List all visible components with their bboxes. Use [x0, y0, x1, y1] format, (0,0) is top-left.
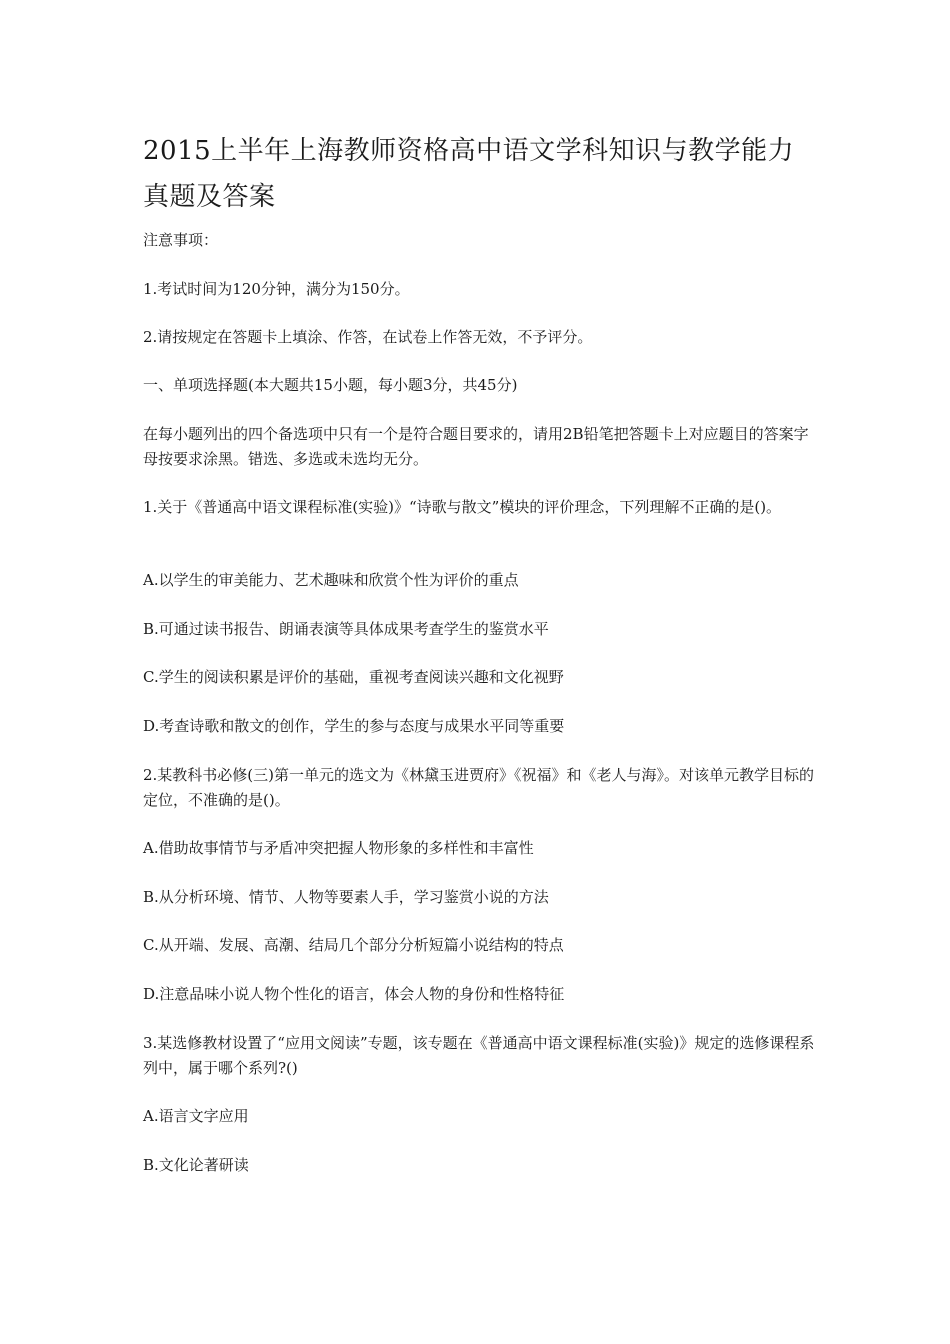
question-2-option-c: C.从开端、发展、高潮、结局几个部分分析短篇小说结构的特点	[143, 936, 564, 954]
question-1-stem: 1.关于《普通高中语文课程标准(实验)》“诗歌与散文”模块的评价理念，下列理解不正确的是()。	[143, 498, 782, 516]
question-1-option-a: A.以学生的审美能力、艺术趣味和欣赏个性为评价的重点	[143, 571, 519, 589]
notice-item-2: 2.请按规定在答题卡上填涂、作答，在试卷上作答无效，不予评分。	[143, 328, 593, 346]
notice-heading: 注意事项：	[143, 231, 219, 249]
question-3-option-b: B.文化论著研读	[143, 1156, 249, 1174]
question-2-stem: 2.某教科书必修(三)第一单元的选文为《林黛玉进贾府》《祝福》和《老人与海》。对该单元教学目标的定位，不准确的是()。	[143, 766, 815, 809]
document-title: 2015上半年上海教师资格高中语文学科知识与教学能力真题及答案	[143, 136, 795, 212]
question-1-option-b: B.可通过读书报告、朗诵表演等具体成果考查学生的鉴赏水平	[143, 620, 549, 638]
section-heading: 一、单项选择题(本大题共15小题，每小题3分，共45分)	[143, 376, 518, 394]
question-2-option-b: B.从分析环境、情节、人物等要素人手，学习鉴赏小说的方法	[143, 888, 549, 906]
question-2-option-d: D.注意品味小说人物个性化的语言，体会人物的身份和性格特征	[143, 985, 565, 1003]
section-instruction: 在每小题列出的四个备选项中只有一个是符合题目要求的，请用2B铅笔把答题卡上对应题目的答案字母按要求涂黑。错选、多选或未选均无分。	[143, 425, 809, 468]
question-1-option-d: D.考查诗歌和散文的创作，学生的参与态度与成果水平同等重要	[143, 717, 565, 735]
question-2-option-a: A.借助故事情节与矛盾冲突把握人物形象的多样性和丰富性	[143, 839, 534, 857]
question-1-option-c: C.学生的阅读积累是评价的基础，重视考查阅读兴趣和文化视野	[143, 668, 564, 686]
notice-item-1: 1.考试时间为120分钟，满分为150分。	[143, 280, 410, 298]
question-3-option-a: A.语言文字应用	[143, 1107, 249, 1125]
question-3-stem: 3.某选修教材设置了“应用文阅读”专题，该专题在《普通高中语文课程标准(实验)》规定的选修课程系列中，属于哪个系列?()	[143, 1034, 815, 1077]
